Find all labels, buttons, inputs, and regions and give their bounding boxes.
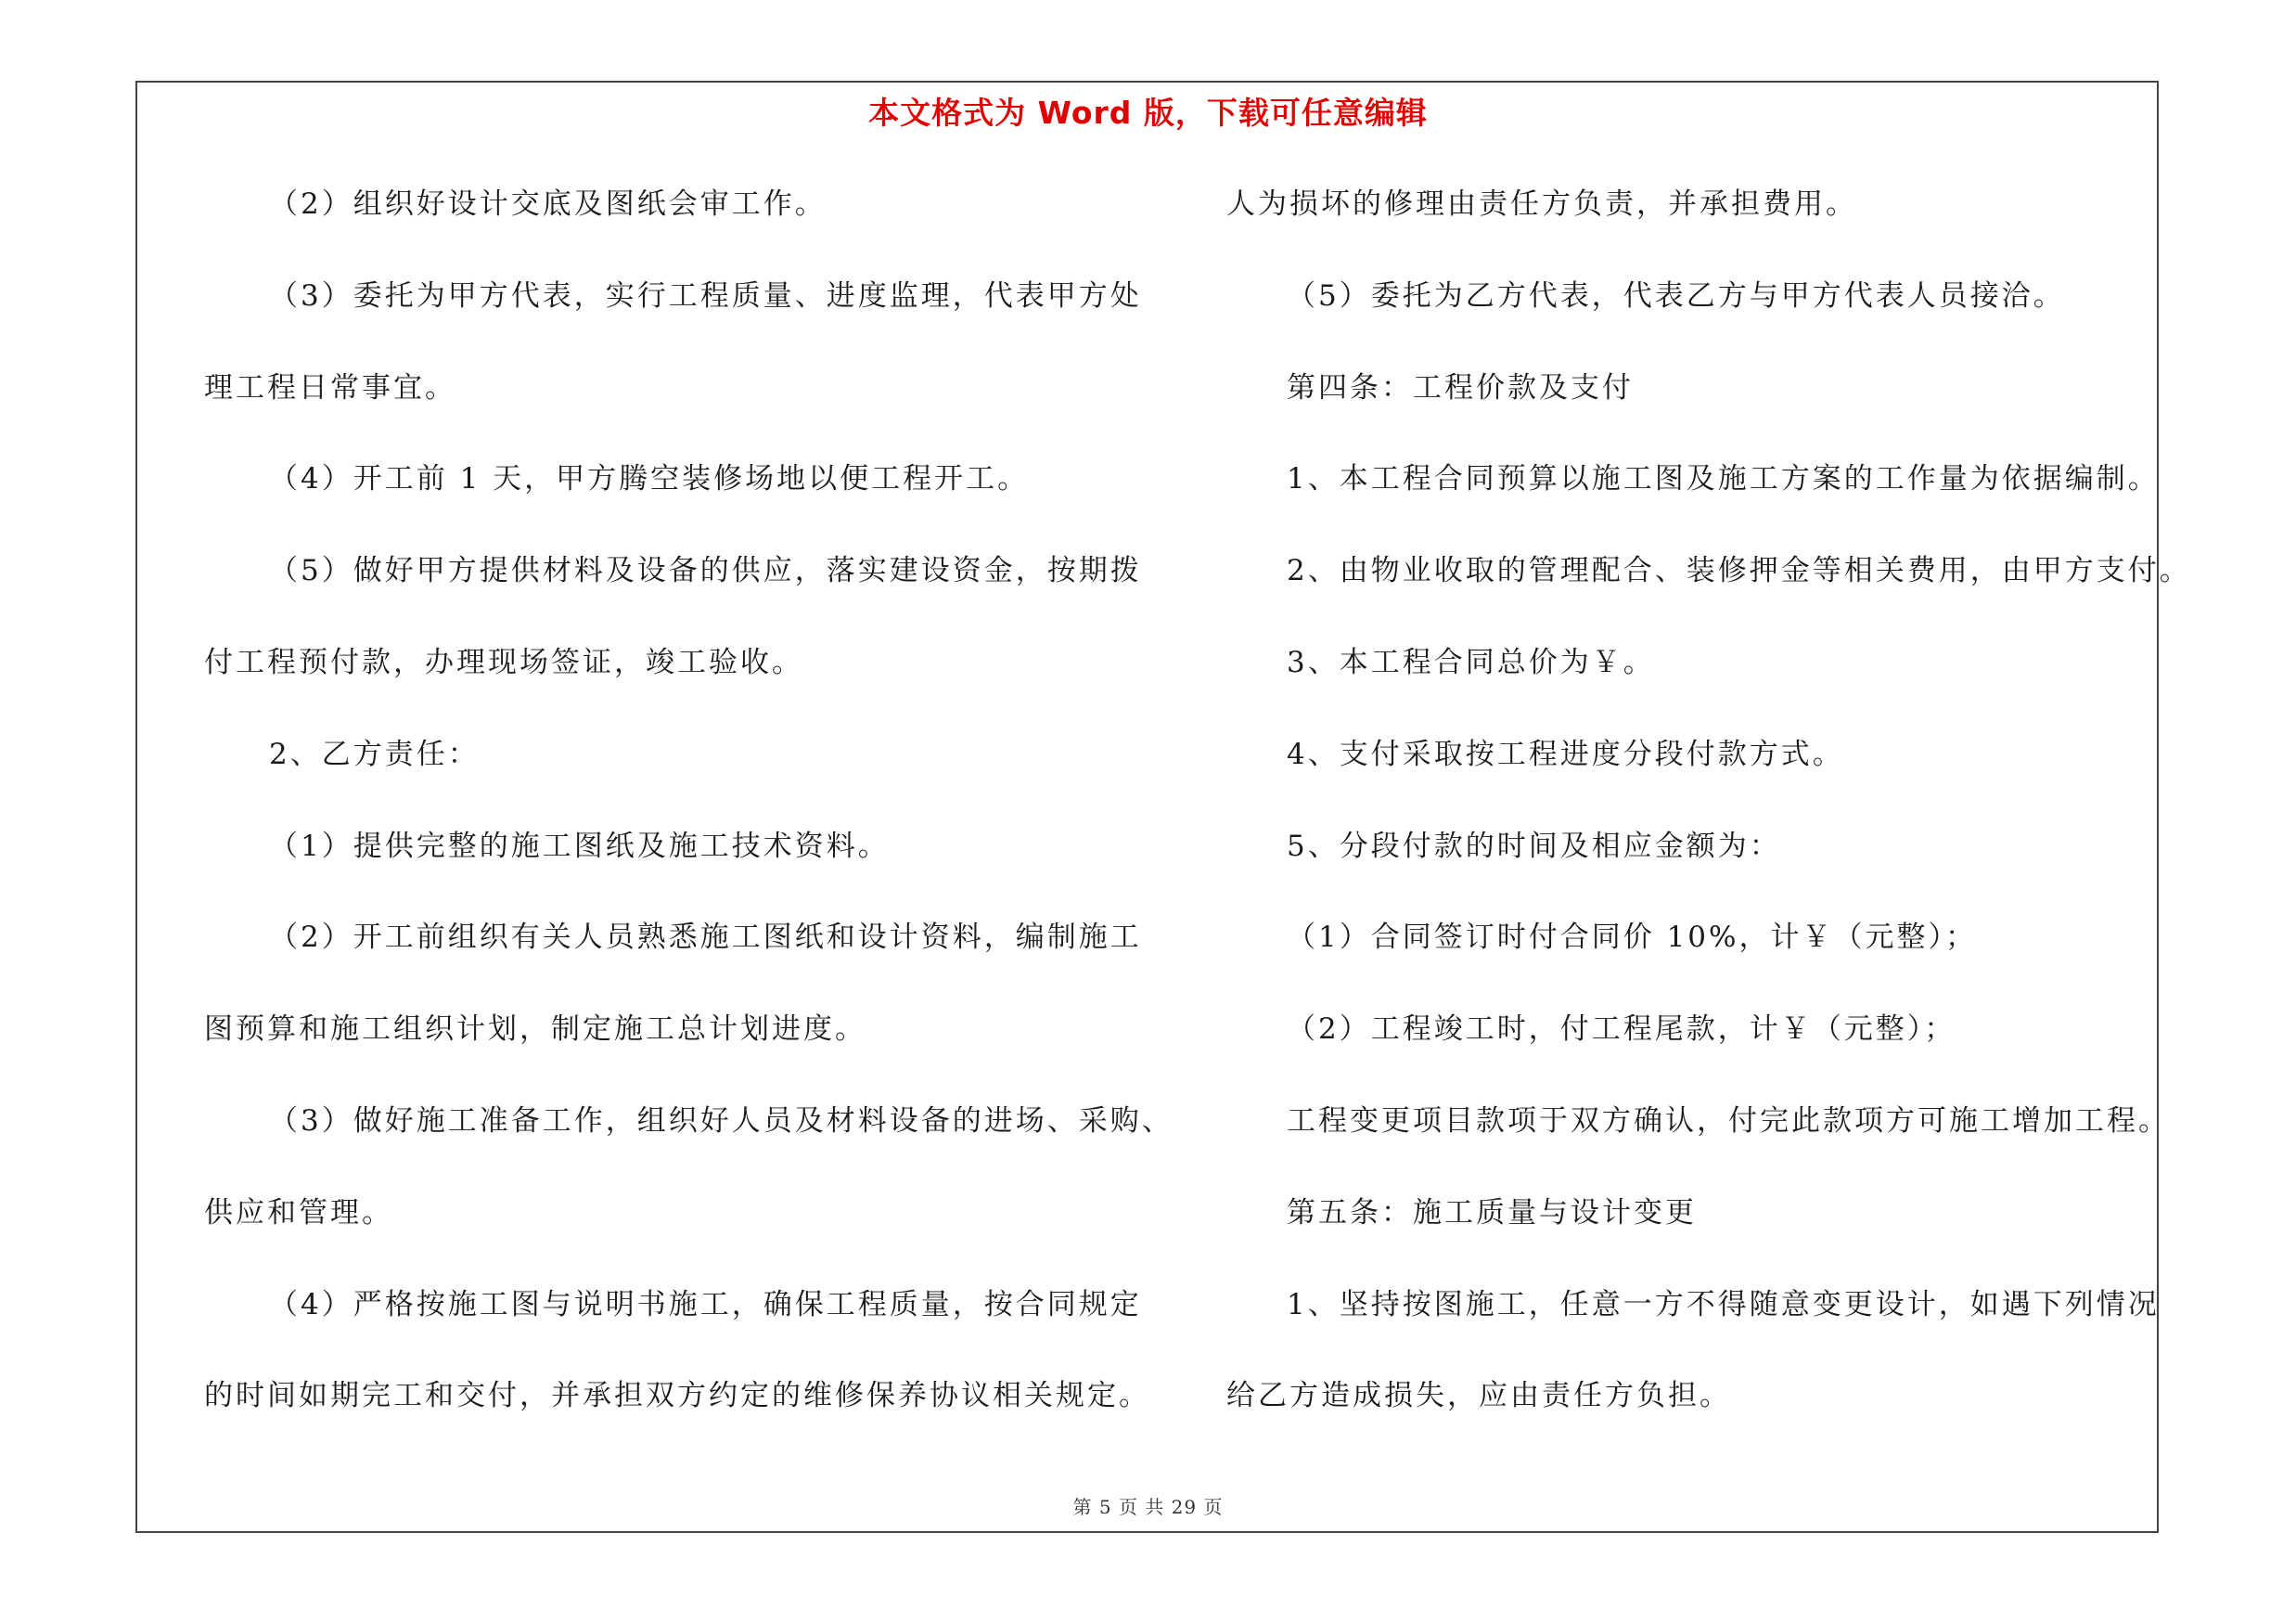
paragraph-line: （1）合同签订时付合同价 10%，计￥（元整）； [1287, 921, 1977, 955]
paragraph-line: （3）委托为甲方代表，实行工程质量、进度监理，代表甲方处 [269, 278, 1142, 313]
paragraph-line: 工程变更项目款项于双方确认，付完此款项方可施工增加工程。 [1287, 1104, 2170, 1138]
paragraph-line: （2）开工前组织有关人员熟悉施工图纸和设计资料，编制施工 [269, 921, 1142, 955]
paragraph-line: （5）委托为乙方代表，代表乙方与甲方代表人员接洽。 [1287, 278, 2065, 313]
paragraph-line: （3）做好施工准备工作，组织好人员及材料设备的进场、采购、 [269, 1104, 1174, 1138]
paragraph-line: 4、支付采取按工程进度分段付款方式。 [1287, 737, 1844, 771]
paragraph-line: 第五条：施工质量与设计变更 [1287, 1195, 1697, 1230]
page-number-footer: 第 5 页 共 29 页 [1072, 1496, 1224, 1518]
paragraph-line: 第四条：工程价款及支付 [1287, 370, 1634, 405]
paragraph-line: 5、分段付款的时间及相应金额为： [1287, 829, 1781, 863]
paragraph-line: 3、本工程合同总价为￥。 [1287, 646, 1655, 679]
paragraph-line: 供应和管理。 [204, 1195, 393, 1230]
format-notice-banner: 本文格式为 Word 版，下载可任意编辑 [868, 95, 1428, 131]
paragraph-line: 1、坚持按图施工，任意一方不得随意变更设计，如遇下列情况 [1287, 1287, 2160, 1321]
paragraph-line: 2、由物业收取的管理配合、装修押金等相关费用，由甲方支付。 [1287, 554, 2191, 588]
paragraph-line: 理工程日常事宜。 [204, 370, 456, 405]
paragraph-line: （5）做好甲方提供材料及设备的供应，落实建设资金，按期拨 [269, 554, 1142, 588]
paragraph-line: 给乙方造成损失，应由责任方负担。 [1226, 1379, 1731, 1413]
paragraph-line: （2）工程竣工时，付工程尾款，计￥（元整）； [1287, 1012, 1956, 1047]
paragraph-line: 2、乙方责任： [269, 737, 480, 771]
paragraph-line: 1、本工程合同预算以施工图及施工方案的工作量为依据编制。 [1287, 462, 2160, 496]
paragraph-line: （4）严格按施工图与说明书施工，确保工程质量，按合同规定 [269, 1287, 1142, 1321]
paragraph-line: 图预算和施工组织计划，制定施工总计划进度。 [204, 1012, 866, 1047]
paragraph-line: （2）组织好设计交底及图纸会审工作。 [269, 187, 827, 221]
paragraph-line: 人为损坏的修理由责任方负责，并承担费用。 [1226, 187, 1857, 221]
paragraph-line: （1）提供完整的施工图纸及施工技术资料。 [269, 829, 890, 863]
paragraph-line: 的时间如期完工和交付，并承担双方约定的维修保养协议相关规定。 [204, 1379, 1150, 1413]
paragraph-line: 付工程预付款，办理现场签证，竣工验收。 [204, 646, 803, 679]
paragraph-line: （4）开工前 1 天，甲方腾空装修场地以便工程开工。 [269, 462, 1030, 496]
